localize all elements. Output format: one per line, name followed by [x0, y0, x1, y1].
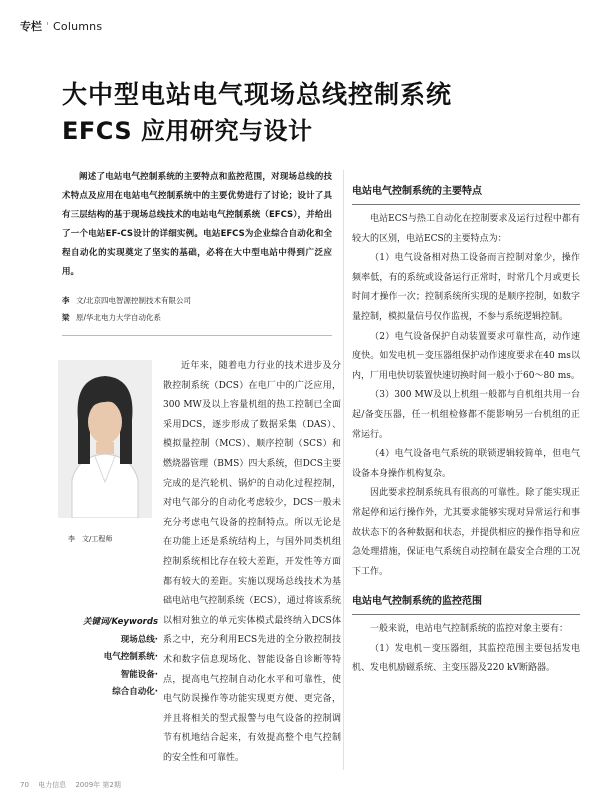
- section-heading: 电站电气控制系统的监控范围: [352, 596, 482, 608]
- article-title: [62, 78, 582, 150]
- author-text: 原/华北电力大学自动化系: [76, 313, 162, 322]
- body-text-intro: 近年来，随着电力行业的技术进步及分散控制系统（DCS）在电厂中的广泛应用，300 MW及以上容量机组的热工控制已全面采用DCS，逐步形成了数据采集（DAS）、模拟量控制（MCS）、顺序控制（SCS）和燃烧器管理（BMS）四大系统，但DCS主要完成的是汽轮机、锅炉的自动化过程控制，对电气部分的自动化考虑较少，DCS一般未充分考虑电气设备的控制特点。所以无论是在功能上还是系统结构上，与国外同类机组控制系统相比存在较大差距，开发性等方面都有较大的差距。实施以现场总线技术为基础电站电气控制系统（ECS），通过将该系统以相对独立的单元实体模式最终纳入DCS体系之中，充分利用ECS先进的全分散控制技术和数字信息现场化、智能设备自诊断等特点，提高电气控制自动化水平和可靠性，使电气防误操作等功能实现更方便、更完备，并且将相关的型式报警与电气设备的控制调节有机地结合起来，有效提高整个电气控制的安全性和可靠性。: [163, 361, 341, 763]
- abstract: 阐述了电站电气控制系统的主要特点和监控范围，对现场总线的技术特点及应用在电站电气控制系统中的主要优势进行了讨论；设计了具有三层结构的基于现场总线技术的电站电气控制系统（EFCS），并给出了一个电站EF-CS设计的详细实例。电站EFCS为企业综合自动化和全程自动化的实现奠定了坚实的基础，必将在大中型电站中得到广泛应用。: [62, 172, 332, 277]
- keyword: 综合自动化·: [112, 687, 158, 697]
- author-line: [62, 309, 332, 326]
- column-header: [20, 18, 102, 34]
- paragraph: （1）电气设备相对热工设备而言控制对象少，操作频率低，有的系统或设备运行正常时，时常几个月或更长时间才操作一次；控制系统所实现的是顺序控制，如数字量控制，模拟量信号仅作监视，不参与系统逻辑控制。: [352, 253, 580, 322]
- title-line-2: EFCS 应用研究与设计: [62, 117, 313, 145]
- section-label-en: Columns: [53, 20, 103, 33]
- abstract-divider: [62, 335, 332, 336]
- paragraph: 电站ECS与热工自动化在控制要求及运行过程中都有较大的区别，电站ECS的主要特点为：: [352, 214, 580, 244]
- paragraph: （4）电气设备电气系统的联锁逻辑较简单，但电气设备本身操作机构复杂。: [352, 449, 580, 479]
- keywords-block: [40, 614, 158, 702]
- section-label-cn: 专栏: [20, 20, 42, 33]
- author-photo: [58, 360, 152, 518]
- section-heading: 电站电气控制系统的主要特点: [352, 186, 482, 197]
- heading-rule: [352, 614, 580, 615]
- title-line-1: 大中型电站电气现场总线控制系统: [62, 80, 453, 109]
- keyword: 电气控制系统·: [103, 652, 158, 662]
- author-mark: 梁: [62, 313, 70, 322]
- author-mark: 李: [62, 296, 70, 305]
- paragraph: 一般来说，电站电气控制系统的监控对象主要有：: [370, 624, 569, 635]
- page-footer: 70 电力信息 2009年 第2期: [20, 781, 121, 789]
- keyword: 现场总线·: [120, 634, 158, 645]
- keyword: 智能设备·: [120, 669, 158, 680]
- keywords-title: 关键词/Keywords: [82, 617, 158, 627]
- paragraph: （2）电气设备保护自动装置要求可靠性高，动作速度快。如发电机－变压器组保护动作速度要求在40 ms以内，厂用电快切装置快速切换时间一般小于60～80 ms。: [352, 331, 580, 381]
- paragraph: （3）300 MW及以上机组一般都与自机组共用一台起/备变压器，任一机组检修都不能影响另一台机组的正常运行。: [352, 390, 580, 440]
- paragraph: 因此要求控制系统具有很高的可靠性。除了能实现正常起停和运行操作外，尤其要求能够实现对异常运行和事故状态下的各种数据和状态，并提供相应的操作指导和应急处理措施，保证电气系统自动控制在最安全合理的工况下工作。: [352, 488, 580, 577]
- author-affiliations: [62, 292, 332, 326]
- heading-rule: [352, 204, 580, 205]
- header-separator: ': [46, 20, 50, 33]
- column-divider: [343, 170, 344, 770]
- author-line: [62, 292, 332, 309]
- paragraph: （1）发电机－变压器组，其监控范围主要包括发电机、发电机励磁系统、主变压器及220 kV断路器。: [352, 643, 580, 674]
- photo-caption: 李 文/工程师: [68, 535, 113, 543]
- right-column: [352, 182, 580, 679]
- author-text: 文/北京四电智源控制技术有限公司: [76, 296, 192, 305]
